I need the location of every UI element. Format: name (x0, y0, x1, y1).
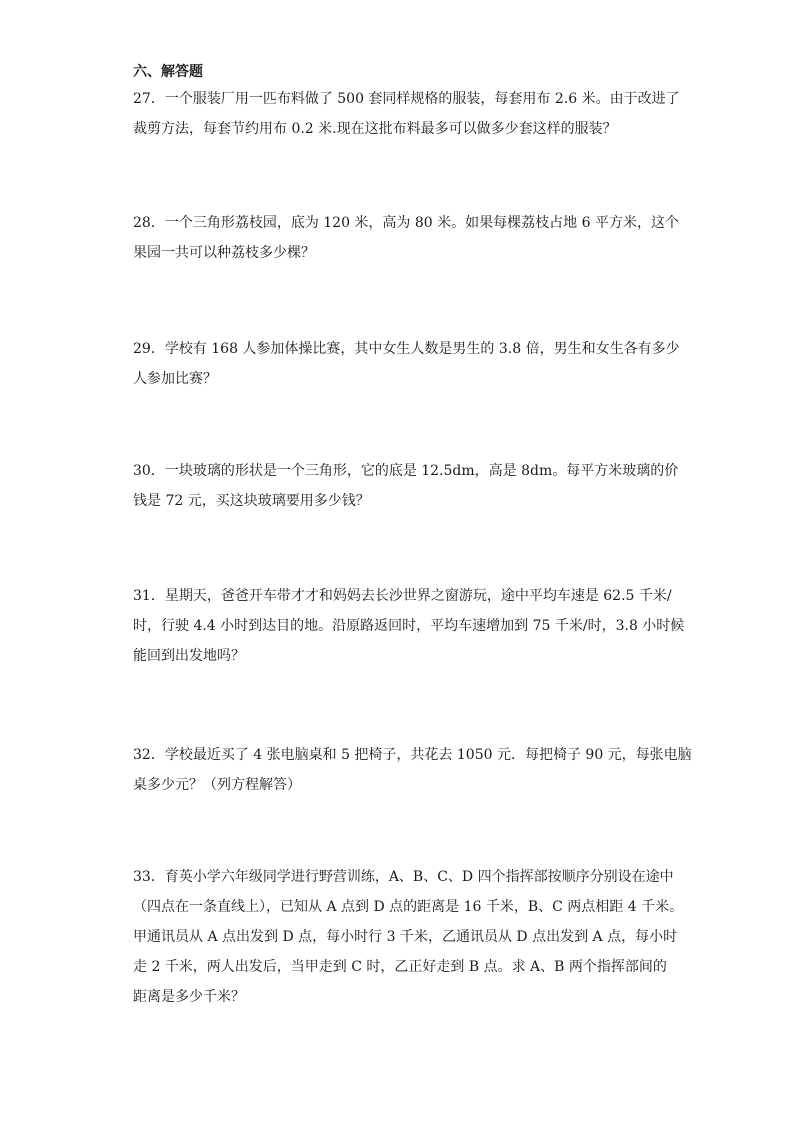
question-28 (133, 208, 679, 268)
question-27 (133, 84, 680, 144)
question-line: 时，行驶 4.4 小时到达目的地。沿原路返回时，平均车速增加到 75 千米/时，3.8 小时候 (133, 618, 685, 634)
question-33 (133, 862, 684, 1012)
question-line: 29．学校有 168 人参加体操比赛，其中女生人数是男生的 3.8 倍，男生和女生各有多少 (133, 341, 680, 357)
question-line: 31．星期天，爸爸开车带才才和妈妈去长沙世界之窗游玩，途中平均车速是 62.5 千米/ (133, 588, 672, 604)
question-line: 27．一个服装厂用一匹布料做了 500 套同样规格的服装，每套用布 2.6 米。由于改进了 (133, 91, 680, 107)
question-line: 甲通讯员从 A 点出发到 D 点，每小时行 3 千米，乙通讯员从 D 点出发到 A 点，每小时 (133, 929, 678, 945)
question-line: 钱是 72 元，买这块玻璃要用多少钱？ (133, 493, 370, 509)
question-line: 桌多少元？（列方程解答） (133, 777, 301, 793)
question-32 (133, 740, 692, 800)
question-line: 28．一个三角形荔枝园，底为 120 米，高为 80 米。如果每棵荔枝占地 6 平方米，这个 (133, 215, 679, 231)
section-title: 六、解答题 (133, 64, 203, 80)
question-31 (133, 581, 685, 671)
question-line: 距离是多少千米？ (133, 989, 245, 1005)
question-29 (133, 334, 680, 394)
question-line: 人参加比赛？ (133, 371, 217, 387)
question-30 (133, 456, 679, 516)
question-line: 裁剪方法，每套节约用布 0.2 米.现在这批布料最多可以做多少套这样的服装？ (133, 121, 617, 137)
question-line: 果园一共可以种荔枝多少棵？ (133, 245, 315, 261)
question-line: 30．一块玻璃的形状是一个三角形，它的底是 12.5dm，高是 8dm。每平方米玻璃的价 (133, 463, 679, 479)
question-line: 能回到出发地吗？ (133, 648, 245, 664)
question-line: 32．学校最近买了 4 张电脑桌和 5 把椅子，共花去 1050 元．每把椅子 90 元，每张电脑 (133, 747, 692, 763)
question-line: 33．育英小学六年级同学进行野营训练，A、B、C、D 四个指挥部按顺序分别设在途中 (133, 869, 674, 885)
question-line: 走 2 千米，两人出发后，当甲走到 C 时，乙正好走到 B 点。求 A、B 两个指挥部间的 (133, 959, 667, 975)
question-line: （四点在一条直线上），已知从 A 点到 D 点的距离是 16 千米，B、C 两点相距 4 千米。 (133, 899, 684, 915)
